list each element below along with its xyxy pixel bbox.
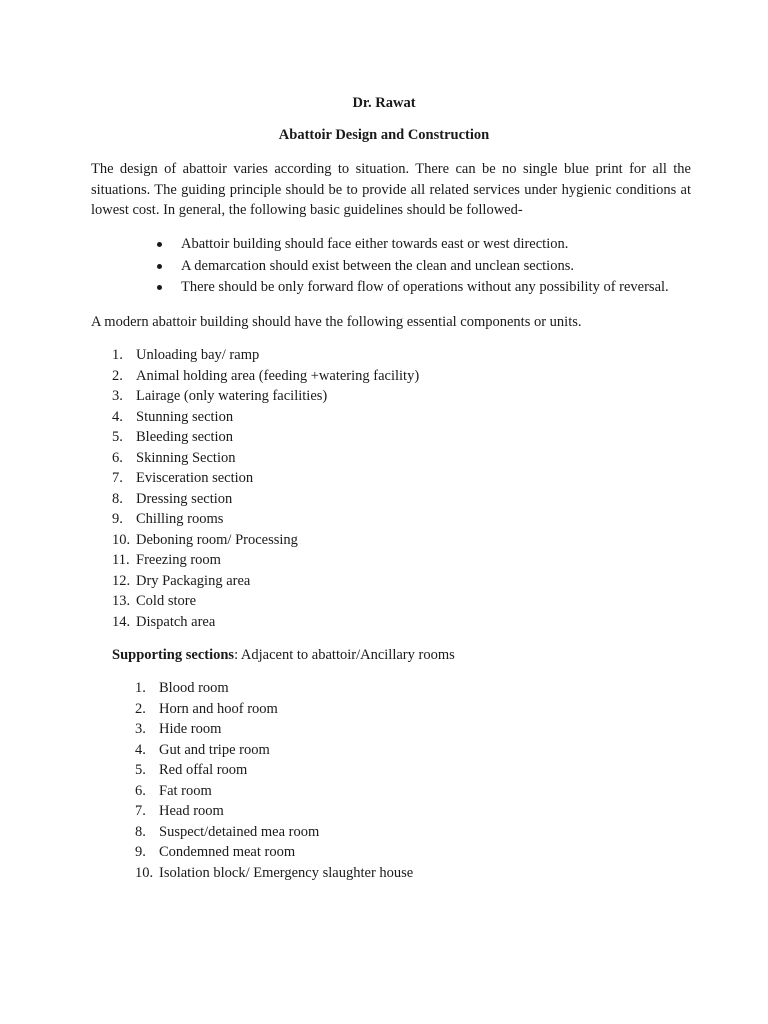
item-label: Fat room (159, 782, 212, 799)
list-item (135, 740, 413, 761)
list-item (135, 801, 413, 822)
item-label: Suspect/detained mea room (159, 823, 320, 840)
supporting-heading-bold: Supporting sections (112, 647, 235, 663)
item-label: Stunning section (136, 408, 234, 425)
item-label: Lairage (only watering facilities) (136, 388, 328, 404)
item-number: 9. (112, 511, 123, 527)
item-label: Bleeding section (136, 429, 234, 445)
item-label: Condemned meat room (159, 844, 296, 860)
list-item (112, 448, 419, 469)
supporting-heading-rest: : Adjacent to abattoir/Ancillary rooms (234, 647, 455, 663)
list-item (112, 591, 419, 612)
item-label: Chilling rooms (136, 511, 224, 527)
supporting-sections-heading (112, 645, 455, 665)
item-number: 3. (112, 388, 123, 404)
bullet-icon (157, 285, 162, 290)
item-label: Freezing room (136, 552, 221, 568)
supporting-list (135, 678, 413, 883)
bullet-icon (157, 242, 162, 247)
item-label: Deboning room/ Processing (136, 531, 298, 548)
document-title: Abattoir Design and Construction (278, 127, 490, 143)
item-number: 7. (135, 803, 146, 819)
list-item (135, 822, 413, 843)
list-item (135, 781, 413, 802)
list-item (135, 842, 413, 863)
item-number: 14. (112, 613, 131, 630)
item-number: 5. (112, 429, 123, 445)
item-label: Dressing section (136, 490, 233, 507)
list-item (112, 407, 419, 428)
item-label: Gut and tripe room (159, 741, 270, 758)
item-number: 1. (112, 347, 123, 363)
list-item (155, 234, 669, 256)
list-item (135, 760, 413, 781)
bullet-icon (157, 264, 162, 269)
item-number: 3. (135, 721, 146, 737)
item-number: 5. (135, 762, 146, 778)
list-item (135, 678, 413, 699)
list-item (112, 386, 419, 407)
item-number: 13. (112, 593, 131, 609)
item-label: Hide room (159, 721, 222, 737)
item-number: 4. (135, 741, 146, 758)
item-label: Head room (159, 803, 224, 819)
item-label: Evisceration section (136, 470, 254, 486)
item-label: Unloading bay/ ramp (136, 347, 260, 363)
intro-paragraph: The design of abattoir varies according to situation. There can be no single blue print for all the situations. The guiding principle should be to provide all related services under hygienic conditions at lowest cost. In general, the following basic guidelines should be followed- (91, 161, 691, 218)
list-item (135, 699, 413, 720)
item-label: Dry Packaging area (136, 572, 251, 589)
list-item (135, 719, 413, 740)
item-number: 9. (135, 844, 146, 860)
item-number: 1. (135, 680, 146, 696)
item-number: 2. (135, 700, 146, 717)
list-item (112, 550, 419, 571)
item-number: 8. (135, 823, 146, 840)
item-number: 10. (135, 864, 154, 881)
list-item (135, 863, 413, 884)
item-number: 6. (112, 449, 123, 466)
item-number: 2. (112, 367, 123, 384)
item-number: 10. (112, 531, 131, 548)
list-item (155, 256, 669, 278)
list-item (112, 366, 419, 387)
guidelines-list (155, 234, 669, 299)
list-item (112, 612, 419, 633)
guideline-text: A demarcation should exist between the clean and unclean sections. (181, 257, 574, 274)
list-item (112, 427, 419, 448)
list-item (155, 277, 669, 299)
list-item (112, 571, 419, 592)
item-number: 6. (135, 782, 146, 799)
item-label: Animal holding area (feeding +watering facility) (136, 367, 420, 384)
item-label: Cold store (136, 593, 197, 609)
item-number: 11. (112, 552, 130, 568)
item-number: 12. (112, 572, 131, 589)
item-number: 8. (112, 490, 123, 507)
item-label: Horn and hoof room (159, 700, 278, 717)
item-label: Isolation block/ Emergency slaughter house (159, 864, 414, 881)
item-number: 7. (112, 470, 123, 486)
list-item (112, 509, 419, 530)
components-list (112, 345, 419, 632)
item-label: Dispatch area (136, 613, 216, 630)
components-intro: A modern abattoir building should have the following essential components or units. (91, 314, 582, 330)
list-item (112, 345, 419, 366)
item-label: Red offal room (159, 762, 248, 778)
item-number: 4. (112, 408, 123, 425)
item-label: Blood room (159, 680, 229, 696)
guideline-text: Abattoir building should face either towards east or west direction. (181, 236, 569, 252)
list-item (112, 530, 419, 551)
item-label: Skinning Section (136, 449, 236, 466)
list-item (112, 468, 419, 489)
author-heading: Dr. Rawat (352, 95, 416, 111)
list-item (112, 489, 419, 510)
guideline-text: There should be only forward flow of operations without any possibility of reversal. (181, 279, 669, 295)
